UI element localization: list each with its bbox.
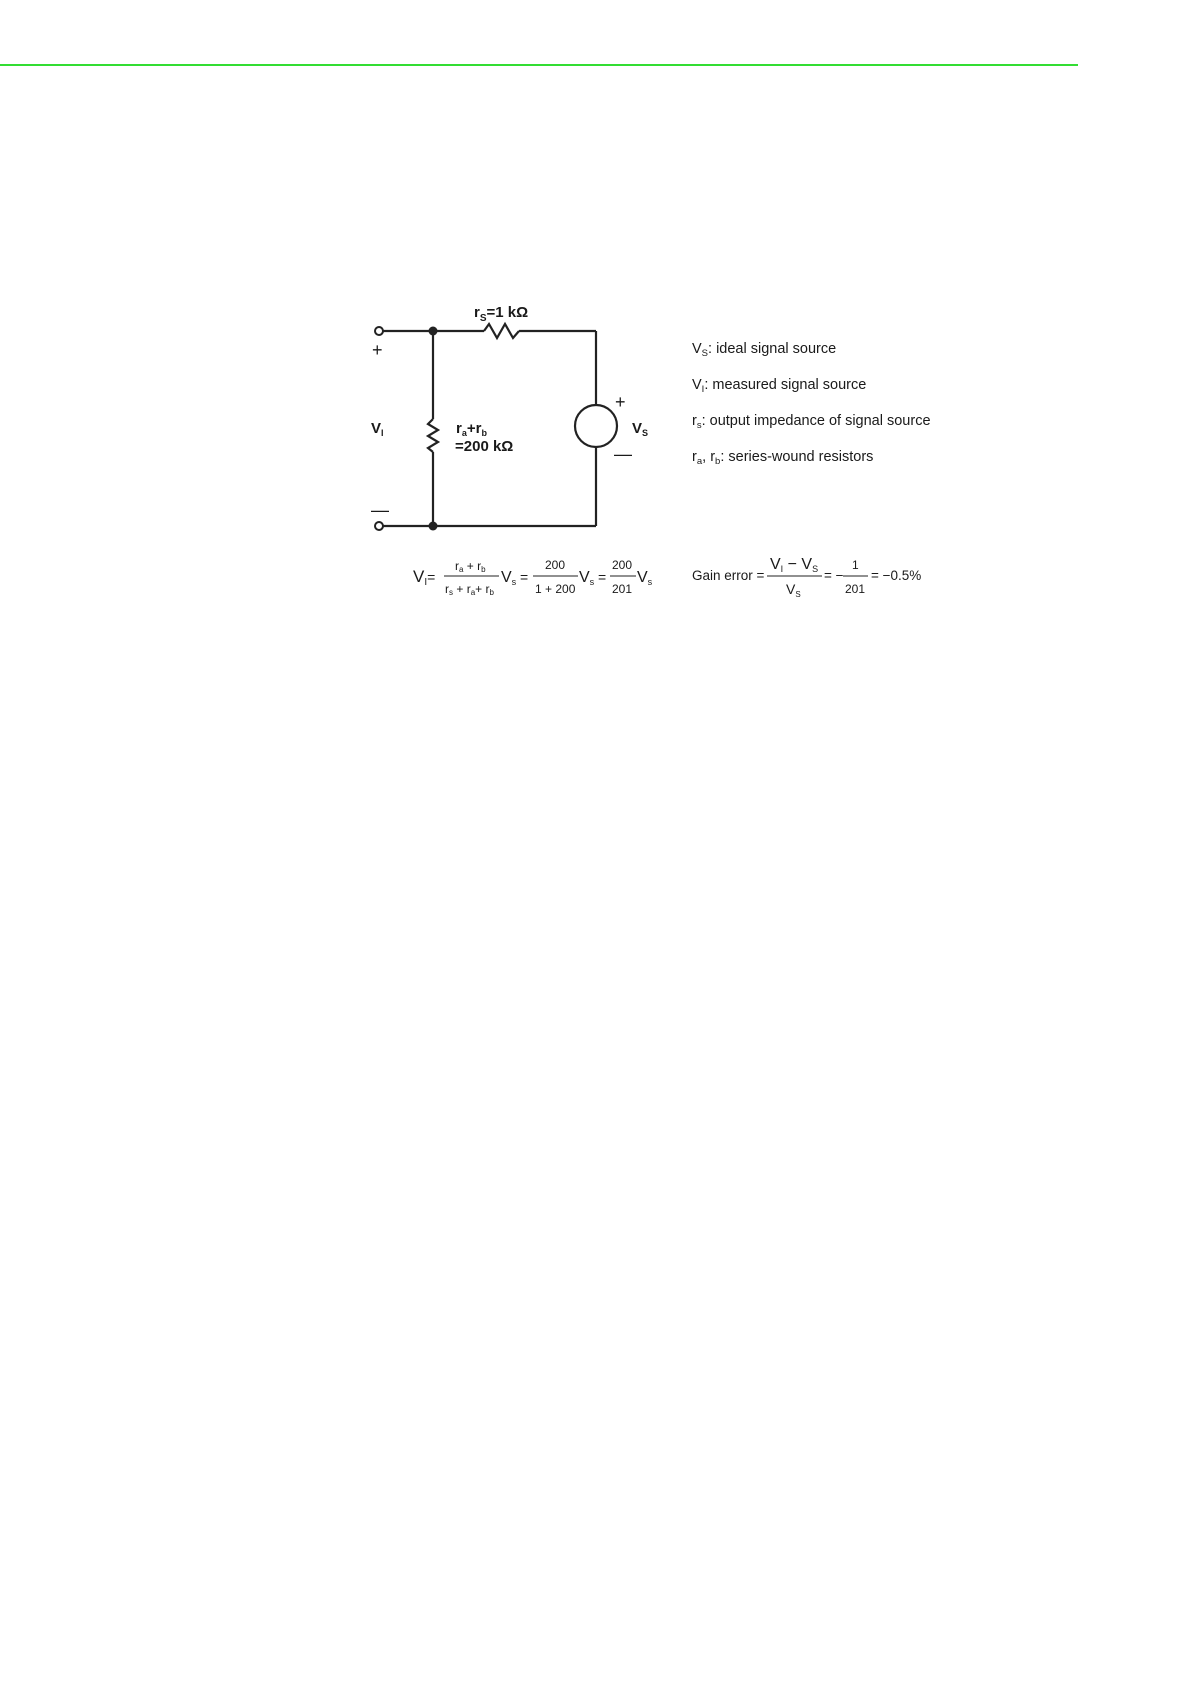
rs-label: $r_S=1$ kΩ (474, 304, 529, 324)
vi-vs1: Vs = (501, 569, 529, 587)
junction-bottom (429, 522, 438, 531)
legend-item-vi: $V_I$: measured signal source (692, 377, 867, 395)
vi-frac2-num: 200 (545, 558, 566, 572)
gain-frac2-num: 1 (852, 558, 859, 572)
left-minus-sign: — (371, 500, 389, 520)
source-plus-sign: + (615, 392, 626, 412)
source-minus-sign: — (614, 444, 632, 464)
circuit-diagram (379, 324, 617, 526)
vi-vs2: Vs = (579, 569, 607, 587)
vi-label: $V_I$ (371, 420, 384, 438)
left-plus-sign: + (372, 340, 383, 360)
vi-formula (413, 558, 653, 597)
legend (692, 341, 931, 467)
gain-error-label: Gain error = (692, 568, 765, 583)
shunt-resistor-rab (428, 419, 438, 452)
gain-frac1-den: $V_S$ (786, 581, 801, 599)
gain-frac2-den: 201 (845, 582, 866, 596)
vi-frac1-den: rs + ra+ rb (445, 582, 494, 597)
gain-eq2: = − (824, 568, 844, 583)
vi-frac3-num: 200 (612, 558, 633, 572)
vs-label: $V_S$ (632, 420, 649, 438)
vi-formula-lhs: VI= (413, 567, 436, 588)
legend-item-rs: $r_s$: output impedance of signal source (692, 413, 931, 431)
vi-frac1-num: ra + rb (455, 559, 486, 574)
vi-vs3: Vs (637, 569, 653, 587)
rab-value: =200 kΩ (455, 438, 514, 455)
series-resistor-rs (484, 324, 519, 338)
legend-item-vs: $V_S$: ideal signal source (692, 341, 837, 359)
terminal-top (375, 327, 383, 335)
terminal-bottom (375, 522, 383, 530)
gain-result: = −0.5% (871, 568, 922, 583)
vi-frac2-den: 1 + 200 (535, 582, 576, 596)
gain-error-formula (692, 556, 921, 599)
rab-label: $r_a+r_b$ (456, 420, 487, 438)
vi-frac3-den: 201 (612, 582, 633, 596)
legend-item-rab: $r_a$, $r_b$: series-wound resistors (692, 449, 874, 467)
gain-frac1-num: VI − VS (770, 556, 819, 574)
junction-top (429, 327, 438, 336)
circuit-figure (0, 0, 1190, 640)
voltage-source (575, 405, 617, 447)
